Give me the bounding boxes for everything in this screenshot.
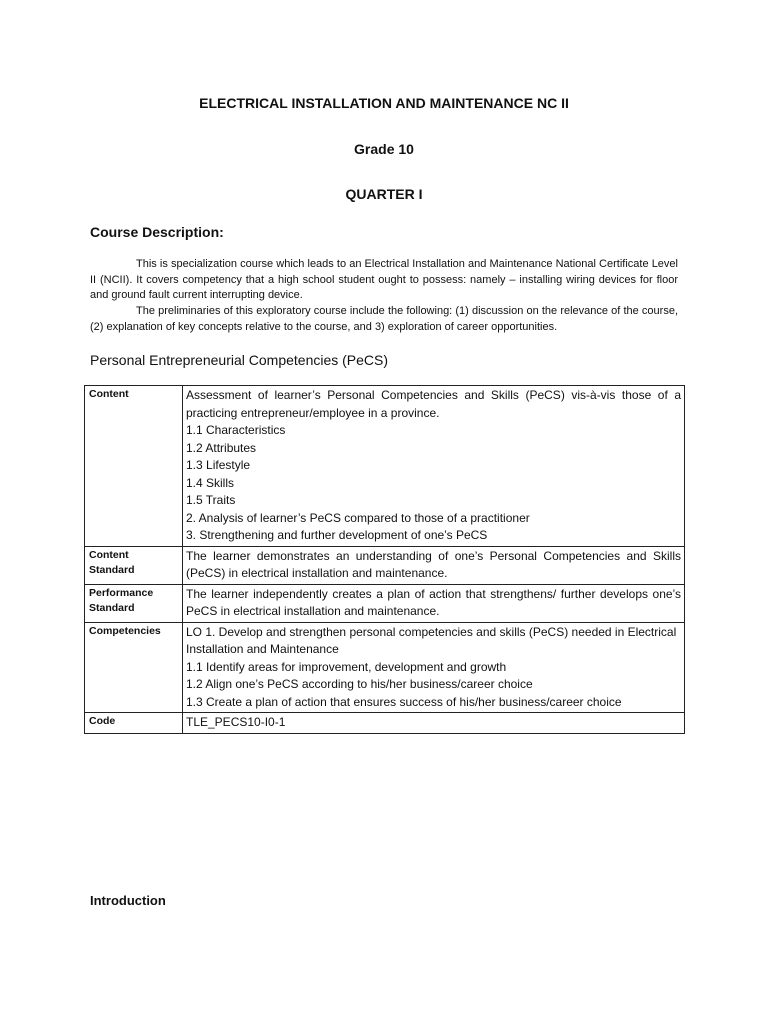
table-row-code bbox=[85, 713, 685, 734]
content-line: 1.3 Lifestyle bbox=[186, 458, 251, 472]
performance-standard-value: The learner independently creates a plan of action that strengthens/ further develops one’s PeCS in electrical installation and maintenance. bbox=[183, 584, 685, 622]
grade-heading: Grade 10 bbox=[354, 141, 414, 157]
competencies-label: Competencies bbox=[85, 622, 183, 713]
content-line: Assessment of learner’s Personal Competencies and Skills (PeCS) vis-à-vis those of a practicing entrepreneur/employee in a province. bbox=[186, 388, 681, 420]
label-line: Content bbox=[89, 548, 129, 561]
competency-item: 1.1 Identify areas for improvement, development and growth bbox=[186, 659, 507, 674]
code-value: TLE_PECS10-I0-1 bbox=[183, 713, 685, 734]
learning-outcome: LO 1. Develop and strengthen personal competencies and skills (PeCS) needed in Electrical Installation and Maintenance bbox=[186, 624, 677, 656]
content-standard-label bbox=[85, 546, 183, 584]
content-line: 3. Strengthening and further development of one’s PeCS bbox=[186, 528, 488, 542]
table-row-competencies bbox=[85, 622, 685, 713]
course-description-heading: Course Description: bbox=[90, 224, 224, 240]
label-line: Standard bbox=[89, 563, 135, 576]
introduction-heading: Introduction bbox=[90, 893, 166, 908]
code-label: Code bbox=[85, 713, 183, 734]
content-standard-value: The learner demonstrates an understanding of one’s Personal Competencies and Skills (PeCS) in electrical installation and maintenance. bbox=[183, 546, 685, 584]
quarter-heading: QUARTER I bbox=[345, 186, 423, 202]
content-line: 1.1 Characteristics bbox=[186, 423, 286, 437]
course-description-paragraph-2: The preliminaries of this exploratory course include the following: (1) discussion on the relevance of the course, (2) explanation of key concepts relative to the course, and 3) exploration of career opportunities. bbox=[90, 305, 678, 333]
content-line: 2. Analysis of learner’s PeCS compared to those of a practitioner bbox=[186, 510, 530, 525]
table-row-content bbox=[85, 386, 685, 547]
content-line: 1.5 Traits bbox=[186, 493, 236, 507]
content-label: Content bbox=[85, 386, 183, 547]
performance-standard-label bbox=[85, 584, 183, 622]
competency-item: 1.2 Align one’s PeCS according to his/her business/career choice bbox=[186, 677, 533, 691]
document-title: ELECTRICAL INSTALLATION AND MAINTENANCE NC II bbox=[199, 95, 569, 111]
content-line: 1.2 Attributes bbox=[186, 440, 257, 455]
pecs-table bbox=[84, 385, 685, 734]
label-line: Standard bbox=[89, 601, 135, 614]
content-line: 1.4 Skills bbox=[186, 475, 235, 490]
table-row-performance-standard bbox=[85, 584, 685, 622]
competencies-value bbox=[183, 622, 685, 713]
course-description-paragraph-1: This is specialization course which leads to an Electrical Installation and Maintenance National Certificate Level II (NCII). It covers competency that a high school student ought to possess: namely – installing wiring devices for floor and ground fault current interrupting device. bbox=[90, 258, 678, 301]
pecs-heading: Personal Entrepreneurial Competencies (PeCS) bbox=[90, 352, 389, 368]
competency-item: 1.3 Create a plan of action that ensures success of his/her business/career choice bbox=[186, 694, 622, 709]
label-line: Performance bbox=[89, 586, 154, 599]
content-value bbox=[183, 386, 685, 547]
table-row-content-standard bbox=[85, 546, 685, 584]
